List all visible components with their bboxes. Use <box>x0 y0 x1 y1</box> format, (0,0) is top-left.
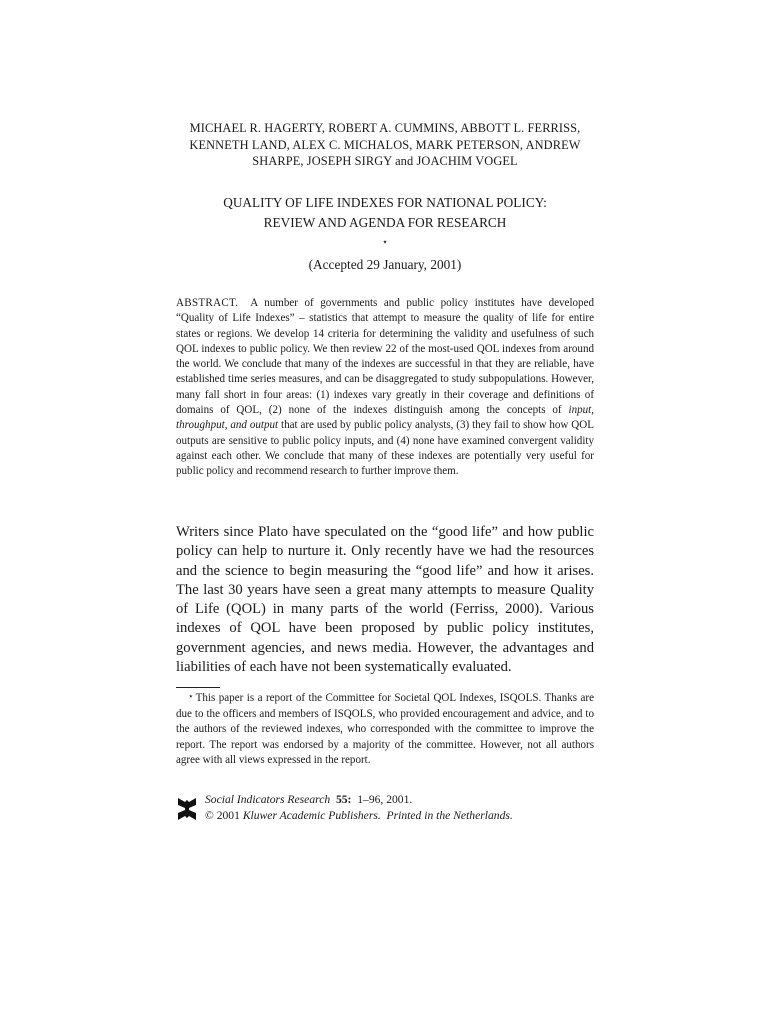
publication-info <box>205 792 605 824</box>
author-line: SHARPE, JOSEPH SIRGY and JOACHIM VOGEL <box>252 154 518 168</box>
citation-line <box>205 792 605 808</box>
abstract-italic-terms: input, throughput, and output <box>176 404 594 432</box>
accepted-date: (Accepted 29 January, 2001) <box>308 257 462 272</box>
footnote <box>176 689 594 769</box>
abstract-text-b: that are used by public policy analysts, (3) they fail to show how QOL outputs are sensitive to public policy inputs, and (4) none have examined convergent validity against each other. We conclude that many of these indexes are potentially very useful for public policy and recommend research to further improve them. <box>176 419 595 478</box>
title-line-2-text: REVIEW AND AGENDA FOR RESEARCH <box>263 215 507 230</box>
copyright-line <box>205 808 605 824</box>
footnote-divider <box>176 687 220 688</box>
author-line: KENNETH LAND, ALEX C. MICHALOS, MARK PETERSON, ANDREW <box>189 137 581 152</box>
abstract-label: ABSTRACT. <box>176 297 239 309</box>
printed-in: Printed in the Netherlands. <box>386 809 513 822</box>
intro-paragraph: Writers since Plato have speculated on the “good life” and how public policy can help to nurture it. Only recently have we had the resources and the science to begin measuring the “good life” and how it arises. The last 30 years have seen a great many attempts to measure Quality of Life (QOL) in many parts of the world (Ferriss, 2000). Various indexes of QOL have been proposed by public policy institutes, government agencies, and news media. However, the advantages and liabilities of each have not been systematically evaluated. <box>176 524 594 676</box>
title-footnote-mark: ⋆ <box>381 237 389 248</box>
copyright-year: © 2001 <box>205 809 240 822</box>
journal-volume: 55: <box>335 793 352 806</box>
footnote-mark: ⋆ <box>188 691 194 701</box>
journal-pages: 1–96, 2001. <box>357 793 413 806</box>
title-line-1: QUALITY OF LIFE INDEXES FOR NATIONAL POLICY: <box>223 195 547 210</box>
paper-title <box>176 193 594 256</box>
abstract-text-a: A number of governments and public policy institutes have developed “Quality of Life Indexes” – statistics that attempt to measure the quality of life for entire states or regions. We develop 14 criteria for determining the validity and usefulness of such QOL indexes to public policy. We then review 22 of the most-used QOL indexes from around the world. We conclude that many of the indexes are successful in that they are reliable, have established time series measures, and can be disaggregated to study subpopulations. However, many fall short in four areas: (1) indexes vary greatly in their coverage and definitions of domains of QOL, (2) none of the indexes distinguish among the concepts of <box>176 297 594 417</box>
journal-name: Social Indicators Research <box>205 793 331 806</box>
kluwer-logo-icon <box>176 796 198 822</box>
title-line-2 <box>176 213 594 256</box>
author-line: MICHAEL R. HAGERTY, ROBERT A. CUMMINS, ABBOTT L. FERRISS, <box>189 121 581 135</box>
footnote-text: This paper is a report of the Committee for Societal QOL Indexes, ISQOLS. Thanks are due to the officers and members of ISQOLS, who provided encouragement and advice, and to the authors of the reviewed indexes, who corresponded with the committee to improve the report. The report was endorsed by a majority of the committee. However, not all authors agree with all views expressed in the report. <box>176 692 594 766</box>
publisher-name: Kluwer Academic Publishers. <box>242 809 381 822</box>
author-list <box>176 120 594 170</box>
abstract <box>176 296 594 480</box>
